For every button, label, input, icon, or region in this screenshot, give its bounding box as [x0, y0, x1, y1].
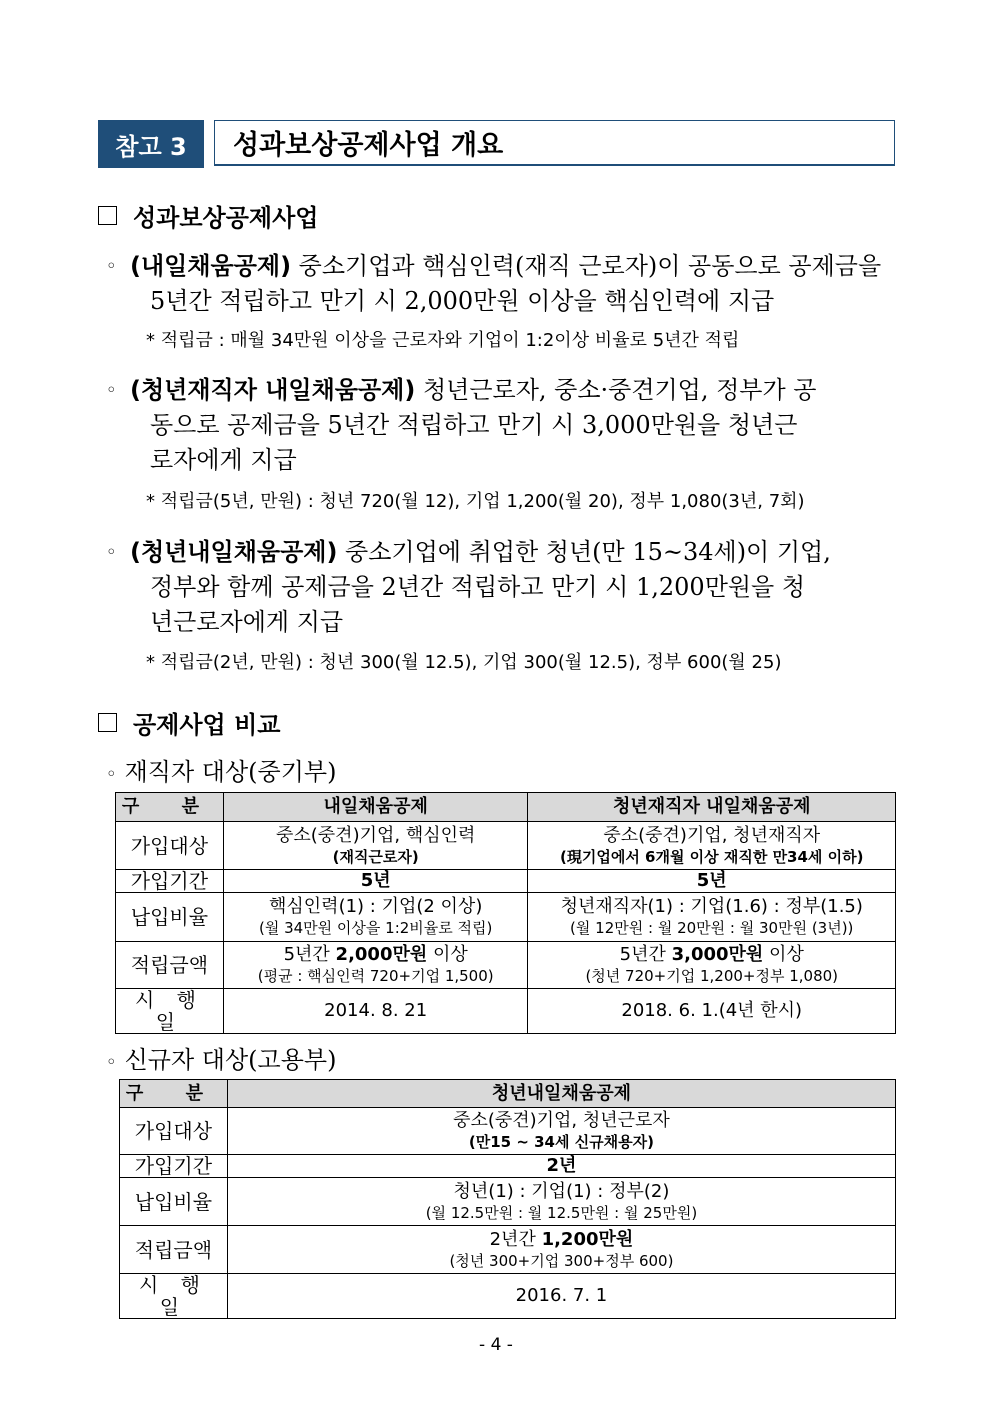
circle-bullet-icon: ◦	[106, 256, 117, 277]
section-heading-2	[98, 705, 280, 740]
row-label: 가입대상	[116, 822, 224, 870]
circle-bullet-icon: ◦	[106, 764, 117, 785]
table-header-cell: 청년재직자 내일채움공제	[528, 793, 896, 822]
table-cell: 2016. 7. 1	[227, 1274, 895, 1319]
cell-sub-text: (월 12만원 : 월 20만원 : 월 30만원 (3년))	[570, 919, 854, 937]
table-cell	[223, 893, 528, 942]
row-label: 시 행 일	[116, 989, 224, 1034]
table-cell: 5년	[223, 870, 528, 893]
checkbox-square-icon	[98, 713, 117, 732]
comparison-table-incumbent	[115, 792, 896, 1034]
table-row	[120, 1178, 896, 1226]
table-header-cell: 청년내일채움공제	[227, 1080, 895, 1108]
row-label: 시 행 일	[120, 1274, 228, 1319]
item-2-line2: 동으로 공제금을 5년간 적립하고 만기 시 3,000만원을 청년근	[150, 411, 798, 439]
item-3-line2: 정부와 함께 공제금을 2년간 적립하고 만기 시 1,200만원을 청	[150, 573, 806, 601]
item-1-title: (내일채움공제)	[130, 252, 292, 280]
table-cell	[528, 942, 896, 989]
cell-main-text: 청년(1) : 기업(1) : 정부(2)	[453, 1180, 670, 1202]
reference-badge: 참고 3	[98, 120, 204, 168]
cell-sub-text: (월 34만원 이상을 1:2비율로 적립)	[258, 919, 493, 937]
table-cell	[223, 942, 528, 989]
table-cell	[223, 822, 528, 870]
subheading-incumbent	[106, 752, 336, 787]
cell-sub-text: (만15 ~ 34세 신규채용자)	[468, 1133, 654, 1151]
row-label: 가입대상	[120, 1108, 228, 1155]
table-cell: 2014. 8. 21	[223, 989, 528, 1034]
table-header-row	[116, 793, 896, 822]
cell-sub-text: (청년 720+기업 1,200+정부 1,080)	[585, 967, 839, 985]
table-row	[116, 893, 896, 942]
checkbox-square-icon	[98, 206, 117, 225]
item-1-line2: 5년간 적립하고 만기 시 2,000만원 이상을 핵심인력에 지급	[150, 287, 775, 315]
item-2-line1: 청년근로자, 중소·중견기업, 정부가 공	[415, 376, 817, 404]
item-3-title: (청년내일채움공제)	[130, 538, 338, 566]
cell-main-text: 중소(중견)기업, 청년재직자	[603, 824, 821, 846]
cell-main-text: 중소(중견)기업, 청년근로자	[453, 1110, 670, 1131]
cell-main-text: 2년간 1,200만원	[489, 1228, 634, 1250]
table-cell: 5년	[528, 870, 896, 893]
cell-main-text: 5년간 3,000만원 이상	[619, 944, 804, 965]
table-cell	[528, 822, 896, 870]
section-heading-1	[98, 198, 318, 233]
table-cell	[528, 893, 896, 942]
cell-sub-text: (월 12.5만원 : 월 12.5만원 : 월 25만원)	[425, 1203, 698, 1222]
table-row	[120, 1155, 896, 1178]
bullet-item-1	[106, 249, 900, 319]
cell-main-text: 5년간 2,000만원 이상	[283, 944, 468, 965]
cell-main-text: 청년재직자(1) : 기업(1.6) : 정부(1.5)	[560, 896, 863, 917]
section-heading-2-text: 공제사업 비교	[133, 711, 281, 739]
circle-bullet-icon: ◦	[106, 380, 117, 401]
subheading-new-hire-text: 신규자 대상(고용부)	[124, 1046, 337, 1074]
table-header-row	[120, 1080, 896, 1108]
item-2-title: (청년재직자 내일채움공제)	[130, 376, 416, 404]
cell-sub-text: (평균 : 핵심인력 720+기업 1,500)	[257, 967, 494, 985]
table-cell	[227, 1108, 895, 1155]
circle-bullet-icon: ◦	[106, 542, 117, 563]
circle-bullet-icon: ◦	[106, 1052, 117, 1073]
table-row	[116, 870, 896, 893]
subheading-new-hire	[106, 1040, 336, 1075]
bullet-item-2	[106, 373, 900, 478]
table-row	[116, 989, 896, 1034]
table-row	[116, 942, 896, 989]
item-1-note: * 적립금 : 매월 34만원 이상을 근로자와 기업이 1:2이상 비율로 5년간 적립	[146, 330, 740, 351]
cell-sub-text: (청년 300+기업 300+정부 600)	[449, 1251, 674, 1270]
cell-main-text: 핵심인력(1) : 기업(2 이상)	[269, 896, 483, 917]
page-title: 성과보상공제사업 개요	[214, 120, 895, 166]
item-1-line1: 중소기업과 핵심인력(재직 근로자)이 공동으로 공제금을	[291, 252, 882, 280]
table-row	[120, 1274, 896, 1319]
table-row	[120, 1108, 896, 1155]
table-cell	[227, 1178, 895, 1226]
table-row	[120, 1226, 896, 1274]
row-label: 적립금액	[116, 942, 224, 989]
row-label: 납입비율	[120, 1178, 228, 1226]
item-2-line3: 로자에게 지급	[150, 446, 297, 474]
item-3-line1: 중소기업에 취업한 청년(만 15~34세)이 기업,	[337, 538, 831, 566]
table-header-cell: 구 분	[116, 793, 224, 822]
comparison-table-new-hire	[119, 1079, 896, 1319]
cell-sub-text: (現기업에서 6개월 이상 재직한 만34세 이하)	[560, 847, 864, 866]
cell-main-text: 중소(중견)기업, 핵심인력	[276, 824, 476, 846]
section-heading-1-text: 성과보상공제사업	[133, 204, 319, 232]
item-2-note: * 적립금(5년, 만원) : 청년 720(월 12), 기업 1,200(월 20), 정부 1,080(3년, 7회)	[146, 491, 805, 512]
table-header-cell: 구 분	[120, 1080, 228, 1108]
table-row	[116, 822, 896, 870]
title-bar	[98, 120, 895, 168]
table-header-cell: 내일채움공제	[223, 793, 528, 822]
row-label: 납입비율	[116, 893, 224, 942]
page-number: - 4 -	[479, 1335, 513, 1355]
row-label: 적립금액	[120, 1226, 228, 1274]
row-label: 가입기간	[116, 870, 224, 893]
table-cell: 2018. 6. 1.(4년 한시)	[528, 989, 896, 1034]
subheading-incumbent-text: 재직자 대상(중기부)	[124, 758, 337, 786]
bullet-item-3	[106, 535, 900, 640]
table-cell: 2년	[227, 1155, 895, 1178]
row-label: 가입기간	[120, 1155, 228, 1178]
item-3-note: * 적립금(2년, 만원) : 청년 300(월 12.5), 기업 300(월 12.5), 정부 600(월 25)	[146, 652, 782, 673]
item-3-line3: 년근로자에게 지급	[150, 608, 344, 636]
table-cell	[227, 1226, 895, 1274]
cell-sub-text: (재직근로자)	[332, 847, 419, 866]
